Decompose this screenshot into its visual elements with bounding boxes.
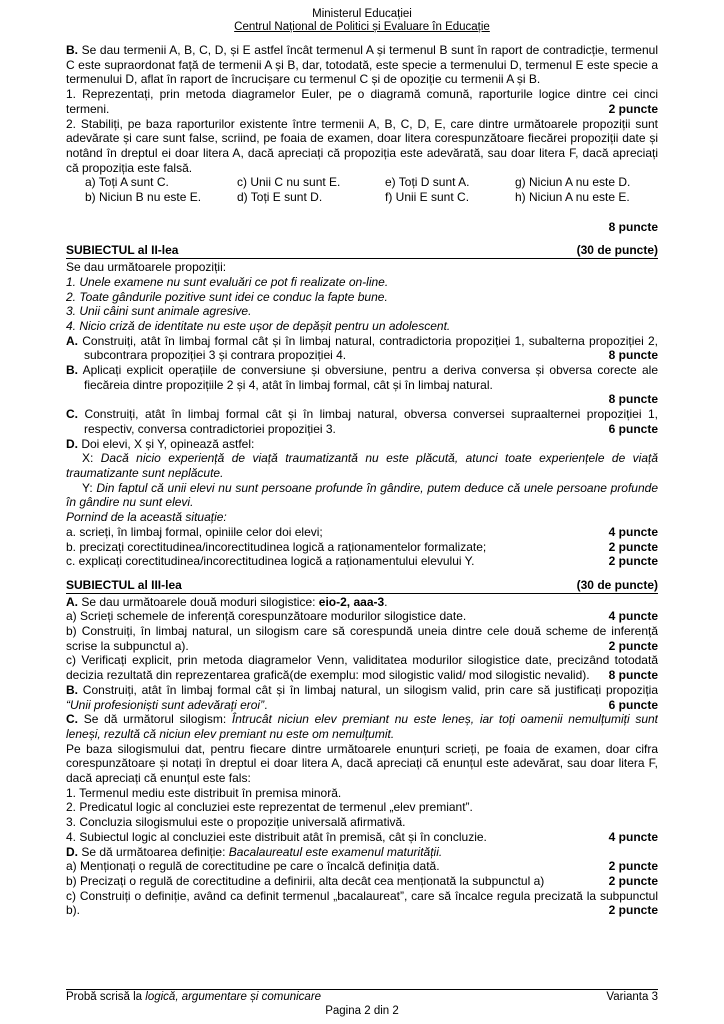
option-item: h) Niciun A nu este E. (515, 190, 630, 205)
text-run: eio-2, aaa-3 (318, 594, 385, 609)
paragraph (66, 275, 658, 290)
text-run: a. scrieți, în limbaj formal, opiniile celor doi elevi; (66, 524, 323, 539)
text-run: Se dau următoarele propoziții: (66, 260, 227, 275)
paragraph (66, 510, 658, 525)
paragraph (66, 683, 658, 712)
text-run: 2. Predicatul logic al concluziei este reprezentat de termenul „elev premiant”. (66, 800, 473, 815)
paragraph (66, 87, 658, 116)
paragraph (66, 220, 658, 235)
text-run: 4. Subiectul logic al concluziei este distribuit atât în premisă, cât și în concluzie. (66, 829, 487, 844)
section-title: SUBIECTUL al III-lea (66, 577, 182, 592)
text-run: a) Menționați o regulă de corectitudine pe care o încalcă definiția dată. (66, 859, 440, 874)
text-run: B. (66, 682, 78, 697)
text-run: 1. Unele examene nu sunt evaluări ce pot fi realizate on-line. (66, 274, 389, 289)
text-run: Se dă următoarea definiție: (78, 844, 229, 859)
paragraph (66, 554, 658, 569)
paragraph (66, 451, 658, 480)
text-run: c) Construiți o definiție, având ca definit termenul „bacalaureat”, care să încalce regula precizată la subpunctul b). (66, 888, 658, 918)
points-label: 2 puncte (608, 903, 658, 918)
text-run: C. (66, 407, 78, 422)
text-run: 1. Termenul mediu este distribuit în premisa minoră. (66, 785, 342, 800)
text-run: 8 puncte (608, 219, 658, 234)
text-run: Se dau termenii A, B, C, D, și E astfel încât termenul A și termenul B sunt în raport de contradicție, termenul C este supraordonat față de termenii A și B, dar, totodată, este specie a termenului D, termenul E este specie a termenului D, aflat în raport de încrucișare cu termenul C și de opoziție cu termenii A și B. (66, 43, 658, 87)
paragraph (66, 609, 658, 624)
text-run: Construiți, atât în limbaj formal cât și în limbaj natural, contradictoria propoziției 1, subalterna propoziției 2, subcontrara propoziției 3 și contrara propoziției 4. (78, 333, 658, 363)
text-run: A. (66, 594, 78, 609)
points-label: 8 puncte (608, 668, 658, 683)
text-run: B. (66, 43, 78, 57)
points-label: 8 puncte (608, 348, 658, 363)
text-run: Dacă nicio experiență de viață traumatizantă nu este plăcută, atunci toate experiențele de viață traumatizante sunt neplăcute. (66, 451, 658, 480)
paragraph (66, 874, 658, 889)
paragraph (66, 786, 658, 801)
paragraph (66, 437, 658, 452)
text-run: . (264, 697, 268, 712)
text-run: Construiți, atât în limbaj formal cât și în limbaj natural, obversa conversei supraalternei propoziției 1, respectiv, conversa contradictoriei propoziției 3. (78, 407, 658, 436)
variant-label: Varianta 3 (606, 991, 658, 1003)
paragraph (66, 845, 658, 860)
option-item: e) Toți D sunt A. (385, 175, 470, 190)
page-header (66, 8, 658, 34)
points-label: 4 puncte (608, 829, 658, 844)
paragraph (66, 319, 658, 334)
text-run: Din faptul că unii elevi nu sunt persoane profunde în gândire, putem deduce că unele persoane profunde în gândire nu sunt elevi. (66, 480, 658, 510)
paragraph (66, 859, 658, 874)
paragraph (66, 290, 658, 305)
text-run: Pornind de la această situație: (66, 510, 227, 525)
text-run: A. (66, 333, 78, 348)
points-label: 4 puncte (608, 524, 658, 539)
text-run: 1. Reprezentați, prin metoda diagramelor Euler, pe o diagramă comună, raporturile logice dintre cei cinci termeni. (66, 87, 658, 116)
text-run: B. (66, 363, 78, 378)
text-run: Y: (82, 480, 97, 495)
section-heading (66, 578, 658, 594)
paragraph (66, 830, 658, 845)
paragraph (66, 117, 658, 176)
paragraph (66, 43, 658, 87)
paragraph (66, 653, 658, 682)
text-run: c) Verificați explicit, prin metoda diagramelor Venn, validitatea modurilor silogistice date, precizând totodată decizia rezultată din reprezentarea grafică(de exemplu: mod silogistic valid/ mod silogistic nevalid). (66, 653, 658, 683)
points-label: 6 puncte (608, 697, 658, 712)
text-run: 3. Unii câini sunt animale agresive. (66, 304, 252, 319)
page-number: Pagina 2 din 2 (325, 1004, 399, 1017)
section-points: (30 de puncte) (576, 243, 658, 258)
text-run: X: (82, 451, 101, 466)
paragraph (66, 540, 658, 555)
text-run: Se dă următorul silogism: (78, 712, 232, 727)
text-run: b) Precizați o regulă de corectitudine a definirii, alta decât cea menționată la subpunctul a) (66, 873, 545, 888)
paragraph (66, 815, 658, 830)
options-grid (66, 175, 658, 204)
paragraph (66, 712, 658, 741)
text-run: Bacalaureatul este examenul maturității. (228, 844, 443, 859)
paragraph (66, 595, 658, 610)
text-run: Construiți, atât în limbaj formal cât și în limbaj natural, un silogism valid, prin care să justificați propoziția (78, 682, 658, 697)
section-heading (66, 243, 658, 259)
points-label: 6 puncte (608, 421, 658, 436)
paragraph (66, 889, 658, 918)
points-label: 2 puncte (608, 554, 658, 569)
option-item: g) Niciun A nu este D. (515, 175, 631, 190)
exam-subject: logică, argumentare și comunicare (145, 991, 322, 1003)
paragraph (66, 260, 658, 275)
text-run: Aplicați explicit operațiile de conversiune și obversiune, pentru a deriva conversa și obversa corecte ale fiecăreia dintre propozițiile 2 și 4, atât în limbaj formal, cât și în limbaj natural. (78, 363, 658, 392)
paragraph (66, 624, 658, 653)
text-run: D. (66, 436, 78, 451)
option-item: d) Toți E sunt D. (237, 190, 323, 205)
option-item: b) Niciun B nu este E. (85, 190, 202, 205)
paragraph (66, 742, 658, 786)
text-run: a) Scrieți schemele de inferență corespunzătoare modurilor silogistice date. (66, 609, 467, 624)
paragraph (66, 363, 658, 392)
paragraph (66, 407, 658, 436)
paragraph (66, 304, 658, 319)
option-item: c) Unii C nu sunt E. (237, 175, 341, 190)
footer-row (66, 991, 658, 1005)
text-run: . (384, 594, 388, 609)
text-run: 4. Nicio criză de identitate nu este ușor de depășit pentru un adolescent. (66, 318, 451, 333)
paragraph (66, 800, 658, 815)
center-title: Centrul Național de Politici și Evaluare în Educație (234, 21, 490, 33)
text-run: C. (66, 712, 78, 727)
text-run: b. precizați corectitudinea/incorectitudinea logică a raționamentelor formalizate; (66, 539, 487, 554)
paragraph (66, 334, 658, 363)
text-run: b) Construiți, în limbaj natural, un silogism care să corespundă uneia dintre cele două scheme de inferență scrise la subpunctul a). (66, 624, 658, 653)
option-item: a) Toți A sunt C. (85, 175, 169, 190)
page-footer (66, 989, 658, 1018)
points-label: 2 puncte (608, 859, 658, 874)
text-run: 2. Stabiliți, pe baza raporturilor existente între termenii A, B, C, D, E, care dintre următoarele propoziții sunt adevărate și care sunt false, scriind, pe foaia de examen, doar litera corespunzătoare fiecărei propoziții date și notând în dreptul ei doar litera A, dacă apreciați că propoziția este adevărată, sau doar litera F, dacă apreciați că propoziția este falsă. (66, 116, 658, 175)
text-run: 3. Concluzia silogismului este o propoziție universală afirmativă. (66, 815, 406, 830)
paragraph (66, 392, 658, 407)
text-run: Doi elevi, X și Y, opinează astfel: (78, 436, 255, 451)
exam-subject-line (66, 991, 321, 1005)
document-body (66, 43, 658, 983)
section-points: (30 de puncte) (576, 577, 658, 592)
text-run: 2. Toate gândurile pozitive sunt idei ce conduc la fapte bune. (66, 289, 388, 304)
text-run: 8 puncte (608, 392, 658, 407)
section-title: SUBIECTUL al II-lea (66, 243, 179, 258)
paragraph (66, 525, 658, 540)
text-run: D. (66, 844, 78, 859)
text-run: c. explicați corectitudinea/incorectitudinea logică a raționamentului elevului Y. (66, 554, 475, 569)
points-label: 2 puncte (608, 101, 658, 116)
text-run: Se dau următoarele două moduri silogistice: (78, 594, 319, 609)
points-label: 2 puncte (608, 539, 658, 554)
points-label: 4 puncte (608, 609, 658, 624)
exam-label: Probă scrisă la (66, 991, 146, 1003)
points-label: 2 puncte (608, 638, 658, 653)
text-run: Întrucât niciun elev premiant nu este leneș, iar toți oamenii nemulțumiți sunt leneși, rezultă că niciun elev premiant nu este om nemulțumit. (66, 712, 658, 741)
option-item: f) Unii E sunt C. (385, 190, 470, 205)
paragraph (66, 481, 658, 510)
points-label: 2 puncte (608, 873, 658, 888)
text-run: Pe baza silogismului dat, pentru fiecare dintre următoarele enunțuri scrieți, pe foaia de examen, doar cifra corespunzătoare și notați în dreptul ei doar litera A, dacă apreciați că enunțul este adevărat, sau doar litera F, dacă apreciați că enunțul este fals: (66, 741, 658, 786)
text-run: “Unii profesioniști sunt adevărați eroi” (66, 697, 265, 712)
ministry-title: Ministerul Educației (312, 8, 412, 20)
